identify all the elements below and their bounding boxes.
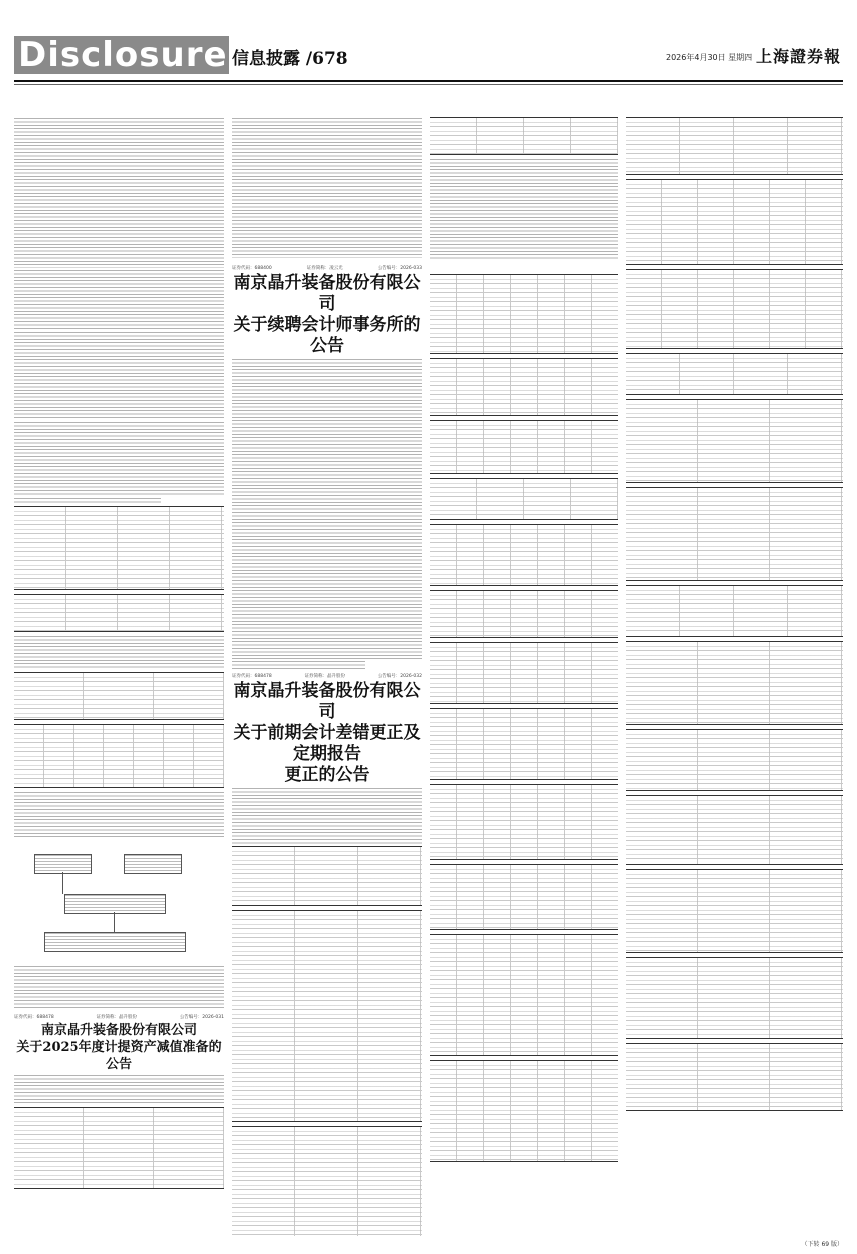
- article-headline: 南京晶升装备股份有限公司 关于前期会计差错更正及定期报告 更正的公告: [233, 681, 421, 785]
- diagram-box: [44, 932, 186, 952]
- data-table: [626, 641, 843, 725]
- text-block: [14, 270, 224, 330]
- diagram-box: [64, 894, 166, 914]
- data-table: [232, 846, 422, 906]
- section-title: 信息披露 /678: [232, 49, 348, 69]
- data-table: [430, 274, 618, 354]
- data-table: [232, 1126, 422, 1236]
- data-table: [626, 179, 843, 265]
- data-table: [626, 1043, 843, 1111]
- data-table: [430, 784, 618, 860]
- data-table: [626, 795, 843, 865]
- data-table: [626, 353, 843, 395]
- text-block: [232, 359, 422, 659]
- stock-info-line: 证券代码：688400 证券简称：凌云光 公告编号：2026-033: [232, 266, 422, 271]
- data-table: [430, 1060, 618, 1162]
- text-block: [14, 636, 224, 670]
- article-headline: 南京晶升装备股份有限公司 关于2025年度计提资产减值准备的公告: [16, 1023, 222, 1072]
- text-block: [14, 1075, 224, 1105]
- text-block: [14, 966, 224, 1010]
- data-table: [626, 117, 843, 175]
- data-table: [232, 910, 422, 1122]
- page-header: [0, 0, 857, 82]
- data-table: [14, 724, 224, 788]
- article-headline: 南京晶升装备股份有限公司 关于续聘会计师事务所的公告: [233, 273, 421, 356]
- data-table: [626, 869, 843, 953]
- data-table: [14, 1107, 224, 1189]
- data-table: [430, 524, 618, 586]
- stock-info-line: 证券代码：688478 证券简称：晶升股份 公告编号：2026-032: [232, 674, 422, 679]
- data-table: [430, 590, 618, 638]
- data-table: [626, 269, 843, 349]
- data-table: [430, 420, 618, 474]
- header-rule: [14, 80, 843, 82]
- text-block: [232, 118, 422, 258]
- newspaper-name: 上海證券報: [756, 47, 842, 66]
- text-block: [14, 332, 224, 420]
- text-block: [232, 788, 422, 844]
- text-block: [14, 422, 224, 496]
- diagram-arrow: [114, 912, 115, 932]
- data-table: [14, 594, 224, 632]
- column-right: [626, 116, 843, 1236]
- data-table: [626, 957, 843, 1039]
- text-block: [14, 792, 224, 838]
- continued-note: （下转 69 版）: [801, 1241, 843, 1248]
- diagram-box: [124, 854, 182, 874]
- stock-info-line: 证券代码：688478 证券简称：晶升股份 公告编号：2026-031: [14, 1015, 224, 1020]
- data-table: [626, 487, 843, 581]
- data-table: [430, 934, 618, 1056]
- column-left: [14, 116, 224, 1236]
- data-table: [430, 358, 618, 416]
- data-table: [430, 117, 618, 155]
- text-block: [14, 498, 161, 504]
- diagram-arrow: [62, 872, 63, 894]
- data-table: [430, 864, 618, 930]
- column-middle: [232, 116, 618, 1236]
- data-table: [626, 585, 843, 637]
- text-block: [14, 118, 224, 268]
- disclosure-logo: Disclosure: [14, 36, 229, 74]
- header-rule-thin: [14, 84, 843, 85]
- data-table: [430, 708, 618, 780]
- text-block: [430, 159, 618, 259]
- data-table: [14, 506, 224, 590]
- data-table: [14, 672, 224, 720]
- data-table: [430, 478, 618, 520]
- data-table: [626, 729, 843, 791]
- diagram-box: [34, 854, 92, 874]
- data-table: [430, 642, 618, 704]
- text-block: [232, 661, 365, 669]
- process-diagram: [14, 842, 224, 962]
- data-table: [626, 399, 843, 483]
- issue-date: 2026年4月30日 星期四: [666, 53, 753, 62]
